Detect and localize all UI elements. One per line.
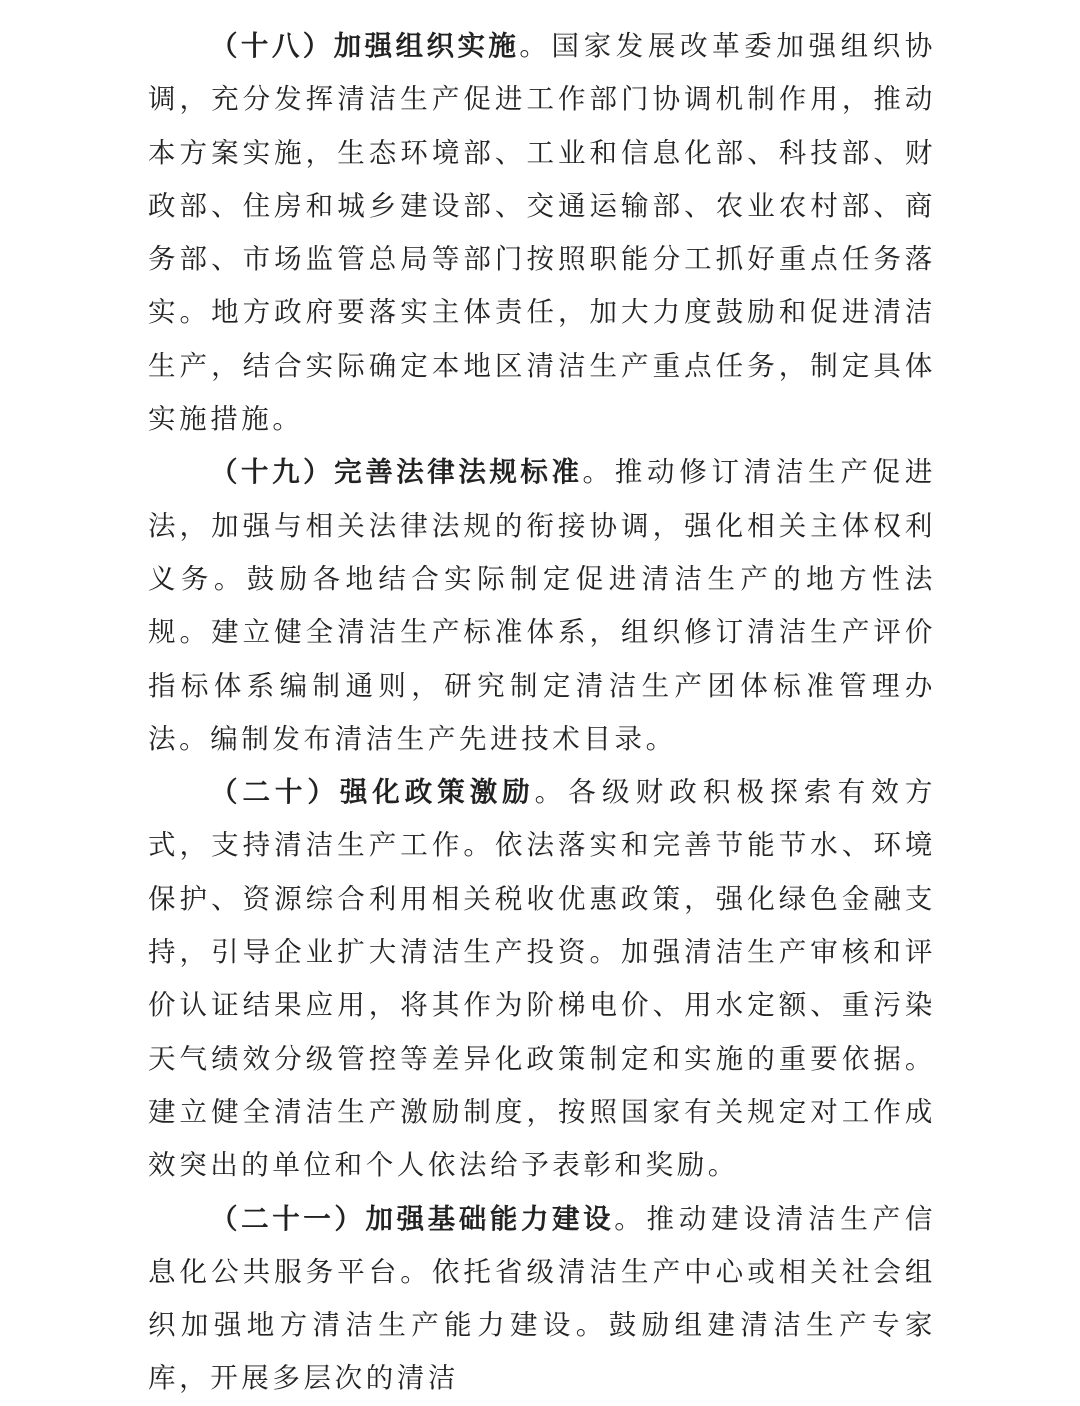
paragraph-heading: （二十）强化政策激励 [210,776,535,809]
paragraph-body: 。推动建设清洁生产信息化公共服务平台。依托省级清洁生产中心或相关社会组织加强地方清洁生产能力建设。鼓励组建清洁生产专家库，开展多层次的清洁 [148,1202,937,1395]
paragraph-body: 。国家发展改革委加强组织协调，充分发挥清洁生产促进工作部门协调机制作用，推动本方案实施，生态环境部、工业和信息化部、科技部、财政部、住房和城乡建设部、交通运输部、农业农村部、商务部、市场监管总局等部门按照职能分工抓好重点任务落实。地方政府要落实主体责任，加大力度鼓励和促进清洁生产，结合实际确定本地区清洁生产重点任务，制定具体实施措施。 [148,30,936,436]
paragraph-body: 。各级财政积极探索有效方式，支持清洁生产工作。依法落实和完善节能节水、环境保护、资源综合利用相关税收优惠政策，强化绿色金融支持，引导企业扩大清洁生产投资。加强清洁生产审核和评价认证结果应用，将其作为阶梯电价、用水定额、重污染天气绩效分级管控等差异化政策制定和实施的重要依据。建立健全清洁生产激励制度，按照国家有关规定对工作成效突出的单位和个人依法给予表彰和奖励。 [148,776,937,1182]
paragraph-organization [148,20,936,446]
document-page [148,20,936,1406]
paragraph-heading: （十九）完善法律法规标准 [210,456,583,489]
paragraph-capacity-building [148,1193,936,1406]
paragraph-heading: （十八）加强组织实施 [210,30,520,62]
paragraph-body: 。推动修订清洁生产促进法，加强与相关法律法规的衔接协调，强化相关主体权利义务。鼓励各地结合实际制定促进清洁生产的地方性法规。建立健全清洁生产标准体系，组织修订清洁生产评价指标体系编制通则，研究制定清洁生产团体标准管理办法。编制发布清洁生产先进技术目录。 [148,456,936,755]
paragraph-heading: （二十一）加强基础能力建设 [210,1202,615,1235]
paragraph-laws-standards [148,446,936,766]
paragraph-policy-incentives [148,766,936,1192]
